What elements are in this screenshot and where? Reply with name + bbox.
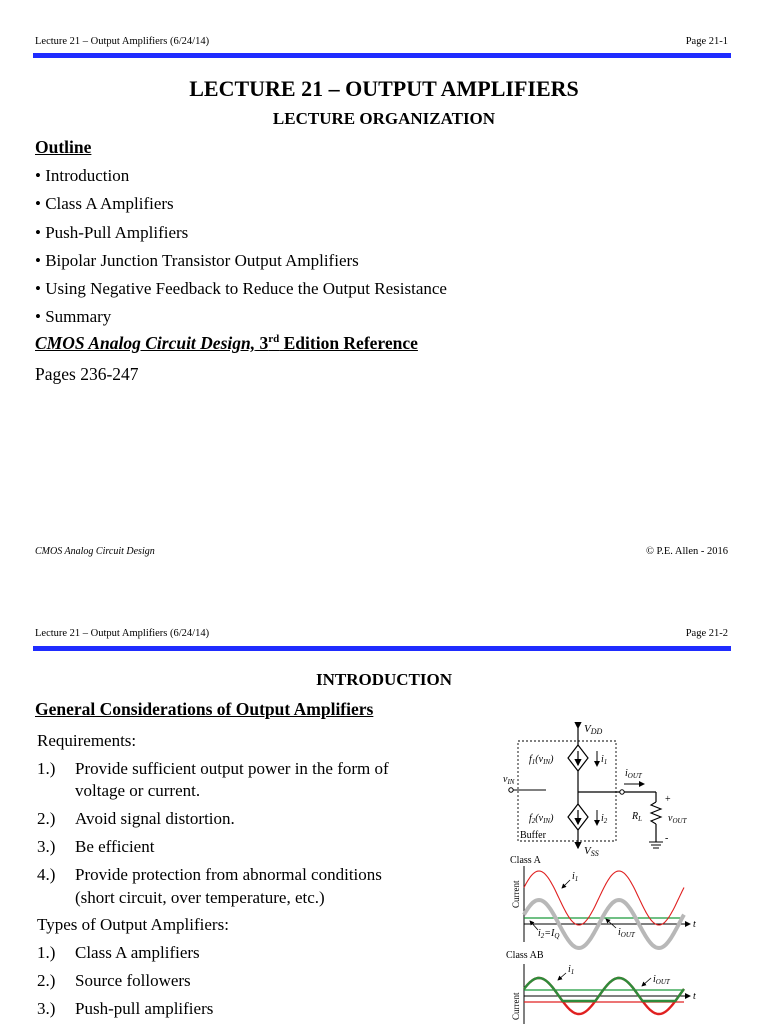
requirement-item: [37, 864, 467, 909]
item-text: Provide sufficient output power in the form of: [75, 758, 389, 778]
type-item: [37, 970, 467, 993]
iout-label: $i_{OUT}$: [625, 768, 642, 780]
f1-label: $f_1(v_{IN})$: [529, 754, 554, 766]
edition-rest: Edition Reference: [279, 333, 418, 353]
resistor-rl-icon: [651, 802, 661, 824]
current-axis-label-a: Current: [511, 880, 521, 908]
header-rule: [33, 53, 731, 58]
t-axis-label-a: t: [693, 919, 696, 930]
vout-label: $v_{OUT}$: [668, 813, 687, 825]
section-title: INTRODUCTION: [315, 670, 453, 689]
item-text: Push-pull amplifiers: [75, 999, 214, 1019]
class-ab-label: Class AB: [506, 950, 544, 961]
vin-label: $v_{IN}$: [503, 774, 515, 786]
outline-heading: Outline: [35, 137, 92, 157]
item-number: 1.): [37, 943, 56, 963]
requirement-item: [37, 808, 467, 831]
item-number: 3.): [37, 999, 56, 1019]
rl-label: $R_L$: [632, 811, 643, 823]
outline-item: • Push-Pull Amplifiers: [35, 222, 189, 242]
outline-item: • Bipolar Junction Transistor Output Amplifiers: [35, 250, 359, 270]
outline-list: [35, 163, 447, 333]
iout-wave-label-a: $i_{OUT}$: [618, 927, 635, 939]
item-number: 3.): [37, 837, 56, 857]
outline-item: • Introduction: [35, 166, 130, 185]
footer-copyright: © P.E. Allen - 2016: [645, 546, 728, 557]
f2-label: $f_2(v_{IN})$: [529, 813, 554, 825]
book-title: CMOS Analog Circuit Design,: [35, 333, 256, 353]
vss-label: VSS: [584, 845, 599, 858]
subsection-heading: General Considerations of Output Amplifiers: [35, 699, 374, 719]
minus-label: -: [665, 833, 669, 844]
item-number: 1.): [37, 758, 56, 778]
iq-label-a: $i_2=I_Q$: [538, 928, 560, 940]
item-text: Class A amplifiers: [75, 943, 200, 963]
item-text: Provide protection from abnormal conditions: [75, 865, 382, 885]
lecture-title: LECTURE 21 – OUTPUT AMPLIFIERS: [189, 76, 579, 101]
item-number: 2.): [37, 971, 56, 991]
outline-item: • Class A Amplifiers: [35, 194, 174, 214]
vdd-label: VDD: [584, 723, 603, 736]
reference-heading: [35, 333, 418, 354]
vin-terminal-icon: [509, 788, 513, 792]
edition-suffix: rd: [268, 333, 280, 346]
header-rule: [33, 646, 731, 651]
requirements-label: Requirements:: [37, 731, 137, 750]
item-number: 2.): [37, 809, 56, 829]
item-text-cont: (short circuit, over temperature, etc.): [75, 887, 325, 907]
page-number: Page 21-2: [685, 628, 728, 639]
footer-left: CMOS Analog Circuit Design: [35, 546, 155, 557]
item-number: 4.): [37, 865, 56, 885]
item-text: Avoid signal distortion.: [75, 809, 235, 829]
i1-label: $i_1$: [601, 754, 608, 766]
t-axis-label-ab: t: [693, 991, 696, 1002]
page-number: Page 21-1: [685, 36, 728, 47]
i2-label: $i_2$: [601, 813, 608, 825]
types-label: Types of Output Amplifiers:: [37, 915, 229, 935]
current-axis-label-ab: Current: [511, 992, 521, 1020]
item-text: Source followers: [75, 971, 191, 991]
output-terminal-icon: [620, 790, 624, 794]
outline-item: • Summary: [35, 307, 112, 327]
page-header-left: Lecture 21 – Output Amplifiers (6/24/14): [35, 628, 210, 639]
lecture-subtitle: LECTURE ORGANIZATION: [272, 109, 496, 128]
type-item: [37, 942, 467, 965]
buffer-label: Buffer: [520, 830, 546, 841]
i1-wave-label-a: $i_1$: [572, 871, 579, 883]
slide-page-2: [0, 590, 768, 1024]
requirement-item: [37, 836, 467, 859]
requirement-item: [37, 758, 467, 803]
plus-label: +: [665, 794, 671, 805]
class-a-label: Class A: [510, 855, 541, 866]
i1-wave-label-ab: $i_1$: [568, 964, 575, 976]
content-list: [37, 730, 467, 1026]
outline-item: • Using Negative Feedback to Reduce the Output Resistance: [35, 279, 447, 299]
edition-number: 3: [255, 333, 269, 353]
item-text: Be efficient: [75, 837, 155, 857]
page-header-left: Lecture 21 – Output Amplifiers (6/24/14): [35, 36, 210, 47]
iout-wave-label-ab: $i_{OUT}$: [653, 974, 670, 986]
type-item: [37, 998, 467, 1021]
output-amplifier-figure: [498, 720, 708, 1024]
item-text-cont: voltage or current.: [75, 781, 201, 801]
reference-pages: Pages 236-247: [35, 364, 139, 384]
